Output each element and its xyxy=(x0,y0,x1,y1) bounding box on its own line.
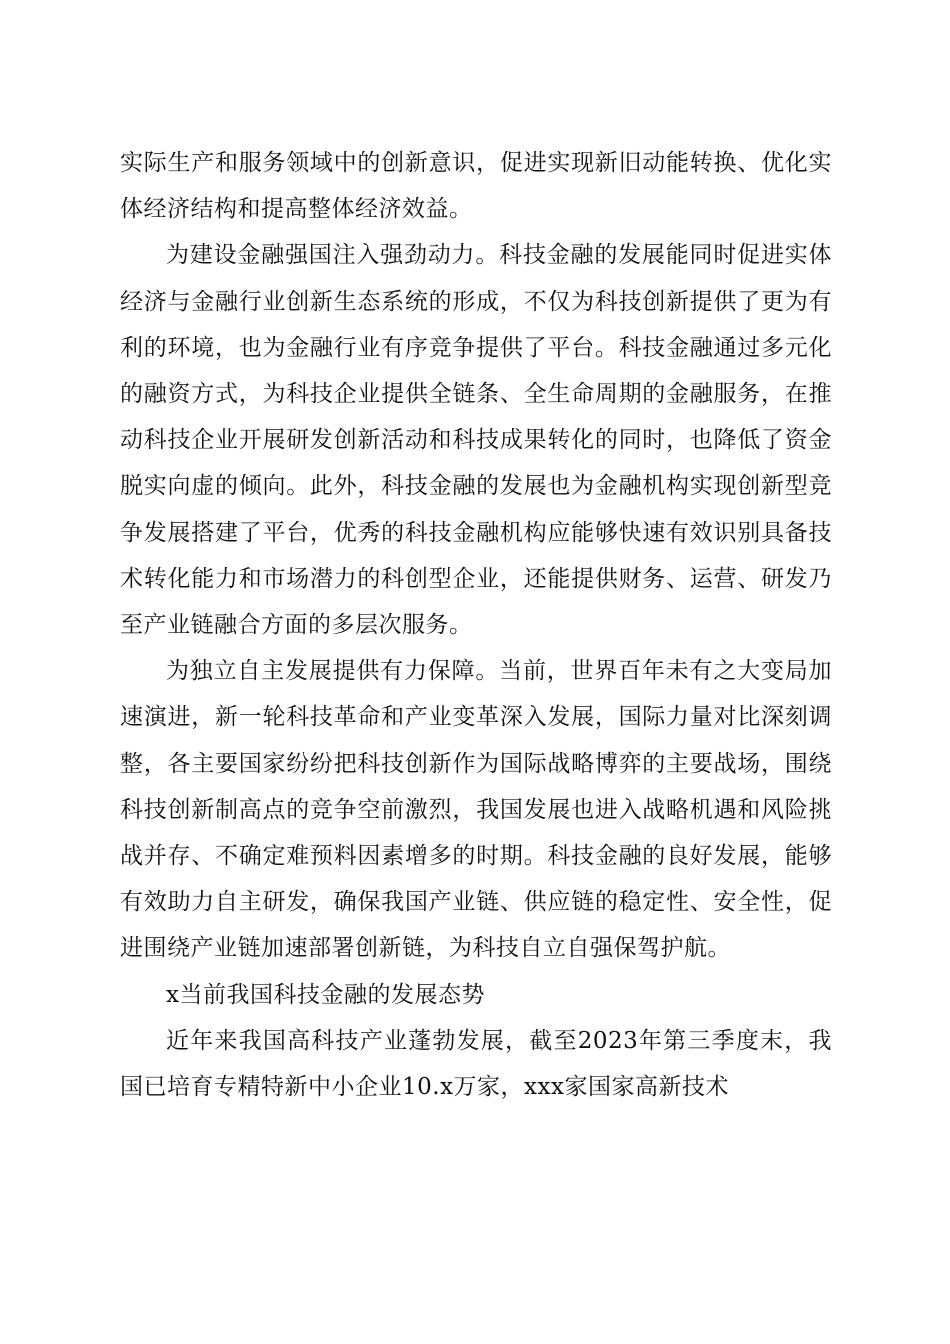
document-body xyxy=(120,140,832,1110)
paragraph-financial-power: 为建设金融强国注入强劲动力。科技金融的发展能同时促进实体经济与金融行业创新生态系统的形成，不仅为科技创新提供了更为有利的环境，也为金融行业有序竞争提供了平台。科技金融通过多元化的融资方式，为科技企业提供全链条、全生命周期的金融服务，在推动科技企业开展研发创新活动和科技成果转化的同时，也降低了资金脱实向虚的倾向。此外，科技金融的发展也为金融机构实现创新型竞争发展搭建了平台，优秀的科技金融机构应能够快速有效识别具备技术转化能力和市场潜力的科创型企业，还能提供财务、运营、研发乃至产业链融合方面的多层次服务。 xyxy=(120,242,832,639)
paragraph-development-status: 近年来我国高科技产业蓬勃发展，截至2023年第三季度末，我国已培育专精特新中小企业10.x万家，xxx家国家高新技术 xyxy=(120,1027,832,1101)
section-heading: x当前我国科技金融的发展态势 xyxy=(166,981,485,1008)
paragraph-independent-development: 为独立自主发展提供有力保障。当前，世界百年未有之大变局加速演进，新一轮科技革命和产业变革深入发展，国际力量对比深刻调整，各主要国家纷纷把科技创新作为国际战略博弈的主要战场，围绕科技创新制高点的竞争空前激烈，我国发展也进入战略机遇和风险挑战并存、不确定难预料因素增多的时期。科技金融的良好发展，能够有效助力自主研发，确保我国产业链、供应链的稳定性、安全性，促进围绕产业链加速部署创新链，为科技自立自强保驾护航。 xyxy=(120,658,832,962)
paragraph-continuation: 实际生产和服务领域中的创新意识，促进实现新旧动能转换、优化实体经济结构和提高整体经济效益。 xyxy=(120,150,832,223)
